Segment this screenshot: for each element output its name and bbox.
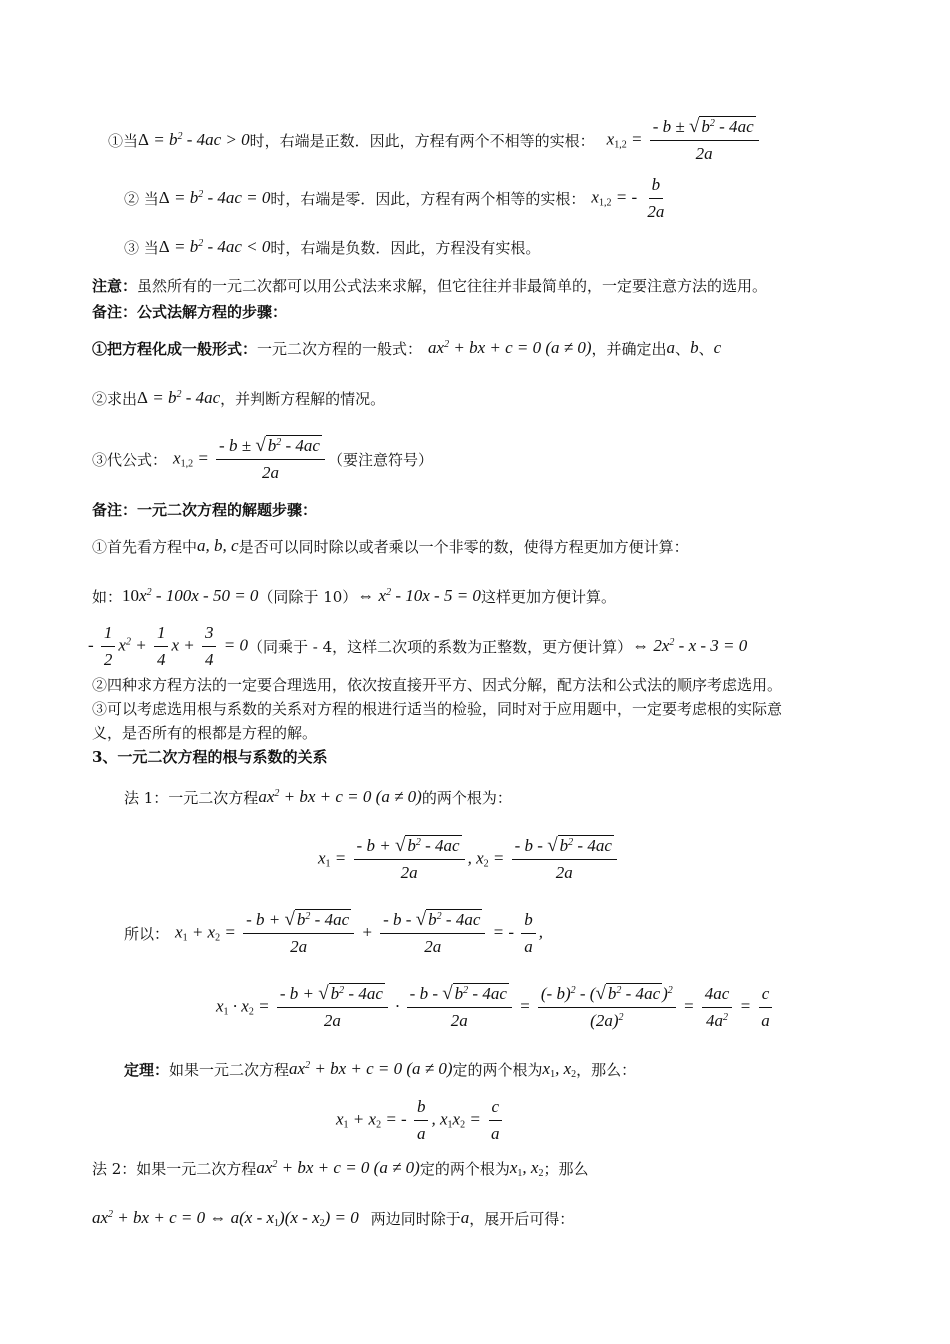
step2-prefix: ②求出 bbox=[92, 389, 138, 408]
vieta-heading: 3、一元二次方程的根与系数的关系 bbox=[92, 747, 328, 766]
coef-a: a bbox=[666, 338, 676, 357]
example2-result: ⇔ $2x^2 - x - 3 = 0$ bbox=[632, 636, 748, 655]
example1-line bbox=[92, 583, 616, 609]
coef-c: c bbox=[713, 338, 722, 357]
vieta-formula-line bbox=[336, 1094, 506, 1146]
sum-line bbox=[124, 906, 543, 960]
case3-prefix: ③ 当 bbox=[124, 238, 159, 257]
theorem-text2: 定的两个根为 bbox=[452, 1060, 543, 1079]
note-text: 虽然所有的一元二次都可以用公式法来求解，但它往往并非最简单的，一定要注意方法的选用。 bbox=[137, 276, 768, 295]
solving-step1-text: 是否可以同时除以或者乘以一个非零的数，使得方程更加方便计算： bbox=[238, 537, 689, 556]
roots-formula: $x_1$ = - b + √ $b^2 - 4ac$ 2a , $x_2$ = - b - √ $b^2 - 4ac$ 2a bbox=[318, 835, 620, 884]
method1-text: 的两个根为： bbox=[421, 788, 512, 807]
method1-equation: $ax^2$ + bx + c = 0 (a ≠ 0) bbox=[258, 787, 422, 806]
solving-step3-line1: ③可以考虑选用根与系数的关系对方程的根进行适当的检验，同时对于应用题中，一定要考虑根的实际意 bbox=[92, 699, 783, 718]
example1-tail: 这样更加方便计算。 bbox=[480, 587, 616, 606]
theorem-text1: 如果一元二次方程 bbox=[169, 1060, 290, 1079]
last-text1: 两边同时除于 bbox=[370, 1209, 461, 1228]
product-line bbox=[216, 978, 776, 1036]
sum-formula: $x_1 + x_2$ = - b + √ $b^2 - 4ac$ 2a + - b - √ $b^2 - 4ac$ 2a = - $\frac{b}{a}$ , bbox=[175, 908, 544, 956]
formula-step2-line bbox=[92, 385, 385, 411]
step1-text: 一元二次方程的一般式： bbox=[257, 339, 423, 358]
vieta-formula: $x_1 + x_2$ = - $\frac{b}{a}$ , $x_1x_2$ = $\frac{c}{a}$ bbox=[336, 1096, 506, 1145]
theorem-label: 定理： bbox=[124, 1060, 170, 1079]
step3-text: （要注意符号） bbox=[327, 450, 433, 469]
example2-equation: - $\frac{1}{2}$ $x^2$ + $\frac{1}{4}$ x + $\frac{3}{4}$ = 0 bbox=[88, 622, 248, 669]
so-label: 所以： bbox=[124, 924, 170, 943]
method1-line bbox=[124, 784, 512, 810]
method2-line bbox=[92, 1155, 588, 1181]
method2-text: 定的两个根为 bbox=[419, 1159, 510, 1178]
solving-step1-line bbox=[92, 533, 689, 559]
discriminant-zero-expr: $\Delta = b^2 - 4ac = 0$ bbox=[158, 188, 271, 207]
sep-1: 、 bbox=[675, 339, 691, 358]
example-prefix: 如： bbox=[92, 587, 123, 606]
case-negative-line bbox=[124, 234, 540, 260]
case-positive-line bbox=[108, 112, 762, 168]
case1-prefix: ①当 bbox=[108, 131, 139, 150]
example2-note: （同乘于 - 4，这样二次项的系数为正整数，更方便计算） bbox=[247, 637, 633, 656]
case2-text: 时，右端是零．因此，方程有两个相等的实根： bbox=[270, 189, 586, 208]
theorem-line bbox=[124, 1056, 636, 1082]
case-zero-line bbox=[124, 172, 670, 224]
example1-result: ⇔ $x^2 - 10x - 5 = 0$ bbox=[357, 586, 481, 605]
theorem-equation: $ax^2$ + bx + c = 0 (a ≠ 0) bbox=[289, 1059, 453, 1078]
case2-prefix: ② 当 bbox=[124, 189, 159, 208]
formula-step1-line bbox=[92, 335, 721, 361]
quadratic-formula: $x_{1,2}$ = - b ± √ $b^2 - 4ac$ 2a bbox=[173, 435, 328, 484]
method2-tail: ；那么 bbox=[543, 1159, 589, 1178]
two-distinct-roots-formula: $x_{1,2}$ = - b ± √ $b^2 - 4ac$ 2a bbox=[607, 116, 762, 165]
solving-steps-heading: 备注：一元二次方程的解题步骤： bbox=[92, 500, 318, 519]
formula-steps-heading: 备注：公式法解方程的步骤： bbox=[92, 302, 288, 321]
theorem-roots: $x_1$, $x_2$ bbox=[542, 1059, 577, 1080]
divisor-a: a bbox=[460, 1208, 470, 1227]
double-root-formula: $x_{1,2}$ = - $\frac{b}{2a}$ bbox=[591, 174, 665, 221]
formula-step3-line bbox=[92, 432, 433, 486]
discriminant-negative-expr: $\Delta = b^2 - 4ac < 0$ bbox=[158, 237, 271, 256]
coef-list: a, b, c bbox=[197, 536, 239, 555]
method1-prefix: 法 1：一元二次方程 bbox=[124, 788, 259, 807]
method2-roots: $x_1$, $x_2$ bbox=[509, 1158, 544, 1179]
step3-prefix: ③代公式： bbox=[92, 450, 168, 469]
example2-line bbox=[88, 620, 747, 672]
solving-step3-line2: 义，是否所有的根都是方程的解。 bbox=[92, 723, 318, 742]
factored-line bbox=[92, 1205, 574, 1231]
factored-equation: $ax^2$ + bx + c = 0 ⇔ $a(x - x_1)(x - x_2) = 0$ bbox=[92, 1208, 359, 1229]
solving-step2: ②四种求方程方法的一定要合理选用，依次按直接开平方、因式分解，配方法和公式法的顺序考虑选用。 bbox=[92, 675, 783, 694]
roots-line bbox=[318, 832, 620, 886]
step1-bold: ①把方程化成一般形式： bbox=[92, 339, 258, 358]
note-label: 注意： bbox=[92, 276, 138, 295]
step2-text: ，并判断方程解的情况。 bbox=[220, 389, 386, 408]
step1-tail: ，并确定出 bbox=[591, 339, 667, 358]
case3-text: 时，右端是负数．因此，方程没有实根。 bbox=[270, 238, 541, 257]
coef-b: b bbox=[690, 338, 699, 357]
method2-prefix: 法 2：如果一元二次方程 bbox=[92, 1159, 257, 1178]
method2-equation: $ax^2$ + bx + c = 0 (a ≠ 0) bbox=[256, 1158, 420, 1177]
note-line bbox=[92, 273, 767, 297]
solving-step1-prefix: ①首先看方程中 bbox=[92, 537, 198, 556]
example1-equation: $10x^2 - 100x - 50 = 0$ bbox=[122, 586, 259, 605]
example1-note: （同除于 10） bbox=[258, 587, 358, 606]
discriminant-expr: $\Delta = b^2 - 4ac$ bbox=[137, 388, 221, 407]
sep-2: 、 bbox=[698, 339, 714, 358]
theorem-text3: ，那么： bbox=[576, 1060, 637, 1079]
last-text2: ，展开后可得： bbox=[469, 1209, 575, 1228]
discriminant-positive-expr: $\Delta = b^2 - 4ac > 0$ bbox=[138, 130, 250, 149]
case1-text: 时，右端是正数．因此，方程有两个不相等的实根： bbox=[249, 131, 595, 150]
product-formula: $x_1 \cdot x_2$ = - b + √ $b^2 - 4ac$ 2a · - b - √ $b^2 - 4ac$ 2a = (- b)$^2$ - ( √ $b^2 - 4ac$ )$^2$ $(2a)^2$ = $\frac{4ac}{4a^2}$ = $\frac{c}{a}$ bbox=[216, 983, 776, 1032]
general-form-expr: $ax^2$ + bx + c = 0 (a ≠ 0) bbox=[428, 338, 592, 357]
